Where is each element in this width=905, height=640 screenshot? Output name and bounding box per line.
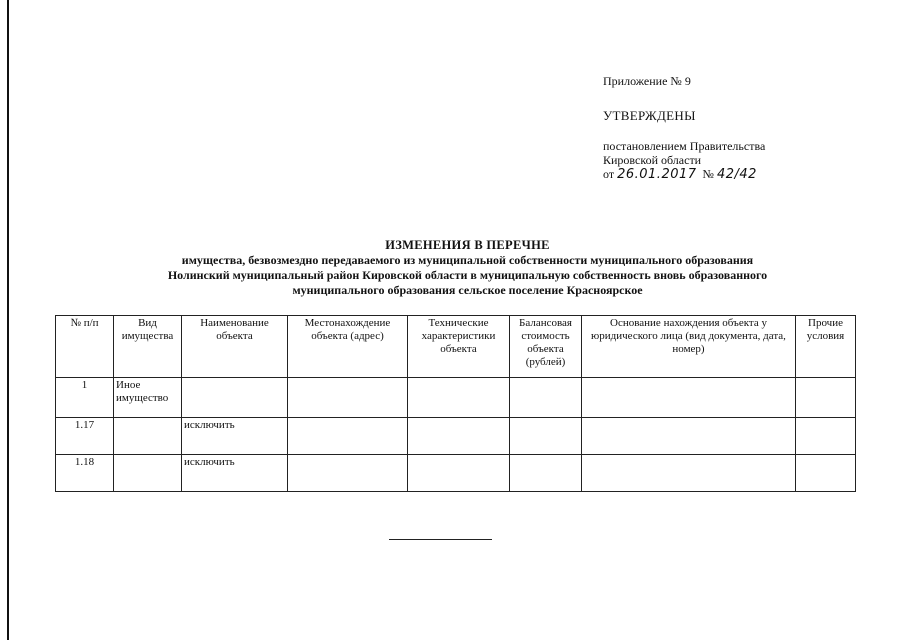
cell-object-name: исключить xyxy=(182,418,288,455)
number-prefix: № xyxy=(702,167,714,181)
changes-table xyxy=(55,315,856,492)
cell-book-value xyxy=(510,455,582,492)
header-technical-specs: Технические характеристики объекта xyxy=(408,316,510,378)
cell-property-type xyxy=(114,455,182,492)
cell-other-terms xyxy=(796,418,856,455)
cell-number: 1 xyxy=(56,378,114,418)
cell-basis xyxy=(582,378,796,418)
cell-book-value xyxy=(510,378,582,418)
title-line-2: имущества, безвозмездно передаваемого из муниципальной собственности муниципального образования xyxy=(181,253,754,267)
annex-label: Приложение № 9 xyxy=(603,74,691,88)
title-line-3: Нолинский муниципальный район Кировской области в муниципальную собственность вновь образованного xyxy=(167,268,768,282)
table-row xyxy=(56,455,856,492)
handwritten-number: 42/42 xyxy=(716,167,757,182)
title-line-4: муниципального образования сельское поселение Красноярское xyxy=(292,283,643,297)
cell-other-terms xyxy=(796,378,856,418)
cell-object-name: исключить xyxy=(182,455,288,492)
cell-location xyxy=(288,418,408,455)
header-object-name: Наименование объекта xyxy=(182,316,288,378)
cell-property-type xyxy=(114,418,182,455)
cell-object-name xyxy=(182,378,288,418)
approval-stamp xyxy=(603,74,765,182)
cell-technical-specs xyxy=(408,378,510,418)
decree-line-1: постановлением Правительства xyxy=(603,139,766,153)
cell-book-value xyxy=(510,418,582,455)
decree-date-line xyxy=(603,167,765,182)
table-row xyxy=(56,418,856,455)
date-prefix: от xyxy=(603,167,615,181)
cell-other-terms xyxy=(796,455,856,492)
cell-property-type: Иное имущество xyxy=(114,378,182,418)
cell-technical-specs xyxy=(408,418,510,455)
decree-line-2: Кировской области xyxy=(603,153,702,167)
approved-label: УТВЕРЖДЕНЫ xyxy=(603,108,696,123)
header-other-terms: Прочие условия xyxy=(796,316,856,378)
header-property-type: Вид имущества xyxy=(114,316,182,378)
header-book-value: Балансовая стоимость объекта (рублей) xyxy=(510,316,582,378)
cell-technical-specs xyxy=(408,455,510,492)
cell-location xyxy=(288,378,408,418)
cell-location xyxy=(288,455,408,492)
header-location: Местонахождение объекта (адрес) xyxy=(288,316,408,378)
document-title xyxy=(130,238,805,298)
table-header-row xyxy=(56,316,856,378)
cell-basis xyxy=(582,418,796,455)
header-basis: Основание нахождения объекта у юридического лица (вид документа, дата, номер) xyxy=(582,316,796,378)
header-number: № п/п xyxy=(56,316,114,378)
title-line-1: ИЗМЕНЕНИЯ В ПЕРЕЧНЕ xyxy=(385,238,550,252)
closing-rule xyxy=(389,539,492,540)
handwritten-date: 26.01.2017 xyxy=(617,167,697,182)
cell-number: 1.17 xyxy=(56,418,114,455)
page-left-border xyxy=(7,0,9,640)
cell-basis xyxy=(582,455,796,492)
cell-number: 1.18 xyxy=(56,455,114,492)
table-row xyxy=(56,378,856,418)
